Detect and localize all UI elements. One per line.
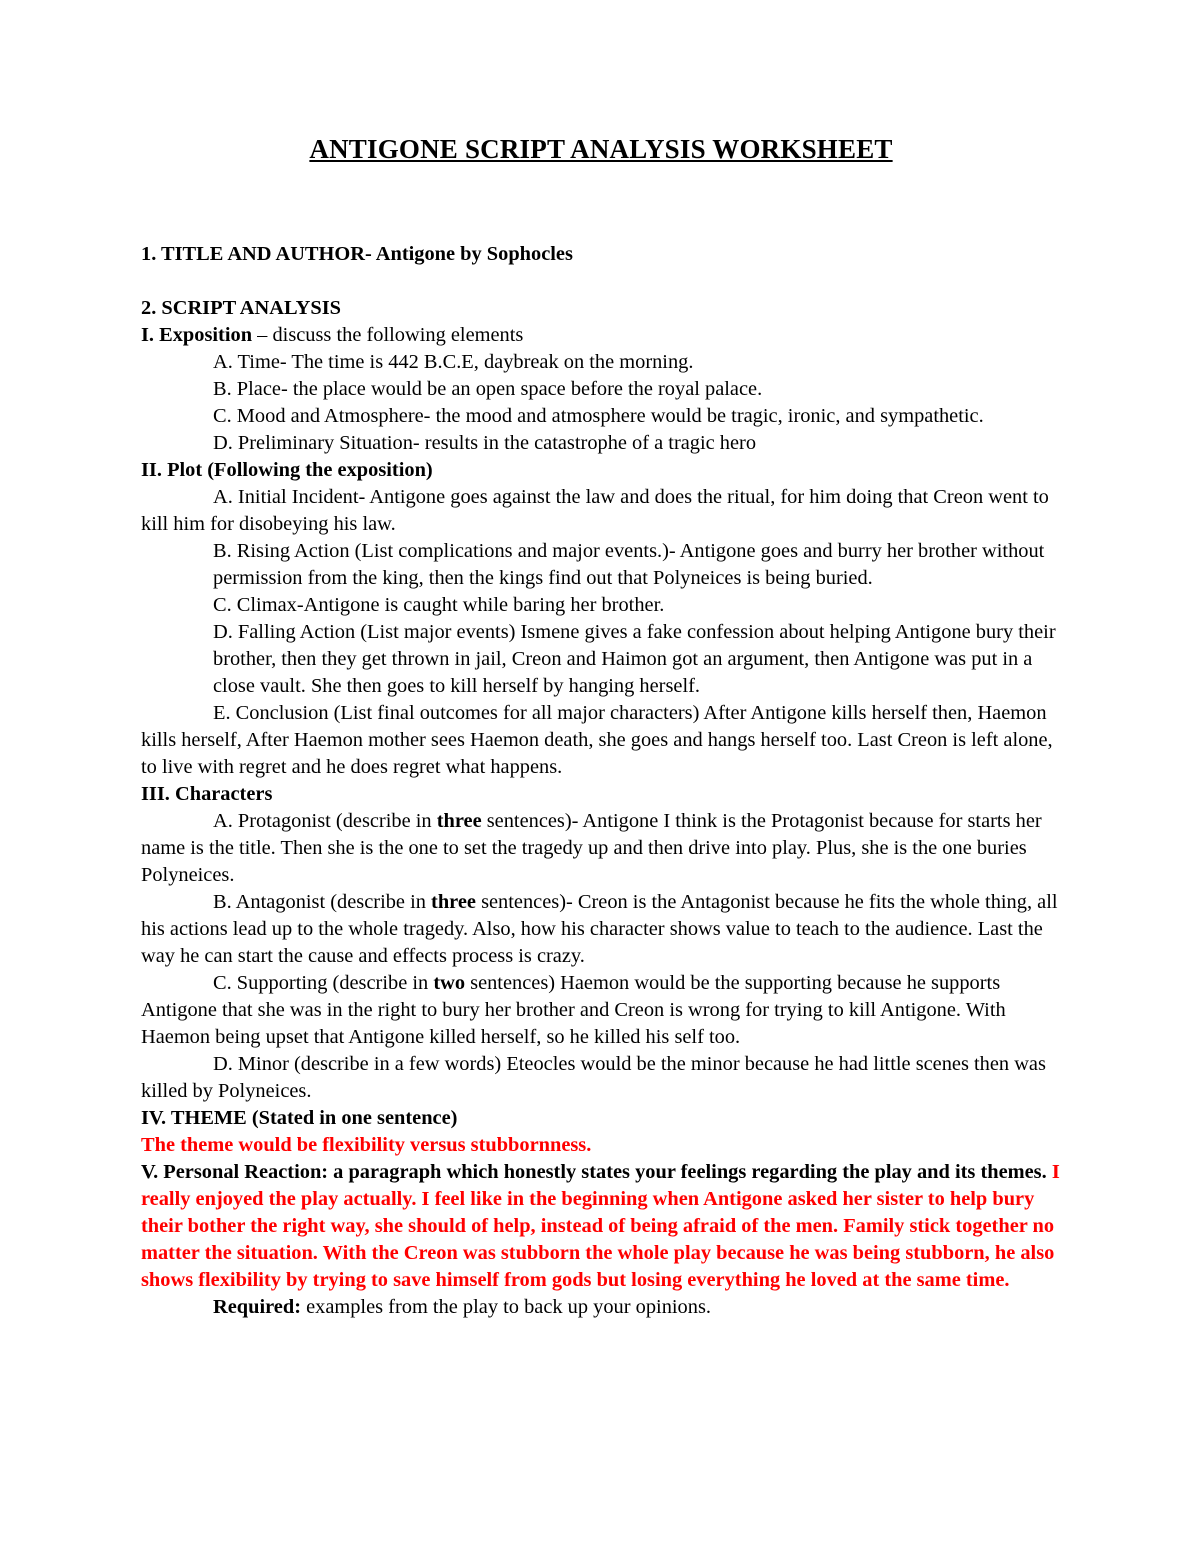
section-title-author: [141, 241, 1061, 268]
exposition-item-c: C. Mood and Atmosphere- the mood and atmosphere would be tragic, ironic, and sympathetic.: [213, 405, 984, 427]
plot-item-c: C. Climax-Antigone is caught while baring her brother.: [213, 594, 665, 616]
characters-c-pre: C. Supporting (describe in: [213, 972, 434, 994]
characters-b-post: sentences)- Creon is the Antagonist because he fits the whole thing, all his actions lead up to the whole tragedy. Also, how his character shows value to teach to the audience. Last the way he can start the cause and effects process is crazy.: [141, 891, 1058, 967]
characters-item-b: [141, 889, 1061, 970]
title-author-value: Antigone by Sophocles: [375, 243, 573, 265]
title-author-label: 1. TITLE AND AUTHOR-: [141, 243, 372, 265]
characters-c-post: sentences) Haemon would be the supporting because he supports Antigone that she was in the right to bury her brother and Creon is wrong for trying to kill Antigone. With Haemon being upset that Antigone killed herself, so he killed his self too.: [141, 972, 1006, 1048]
plot-item-d: D. Falling Action (List major events) Ismene gives a fake confession about helping Antigone bury their brother, then they get thrown in jail, Creon and Haimon got an argument, then Antigone was put in a close vault. She then goes to kill herself by hanging herself.: [213, 621, 1056, 697]
reaction-paragraph: [141, 1159, 1061, 1294]
characters-c-bold: two: [433, 972, 466, 994]
required-text: examples from the play to back up your opinions.: [300, 1296, 711, 1318]
characters-item-a: [141, 808, 1061, 889]
reaction-answer: I really enjoyed the play actually. I feel like in the beginning when Antigone asked her sister to help bury their bother the right way, she should of help, instead of being afraid of the men. Family stick together no matter the situation. With the Creon was stubborn the whole play because he was being stubborn, he also shows flexibility by trying to save himself from gods but losing everything he loved at the same time.: [141, 1161, 1060, 1291]
document-title: ANTIGONE SCRIPT ANALYSIS WORKSHEET: [309, 134, 893, 164]
plot-item-e: E. Conclusion (List final outcomes for all major characters) After Antigone kills herself then, Haemon kills herself, After Haemon mother sees Haemon death, she goes and hangs herself too. Last Creon is left alone, to live with regret and he does regret what happens.: [141, 702, 1053, 778]
document-body: [141, 241, 1061, 1321]
characters-heading: III. Characters: [141, 783, 273, 805]
exposition-heading: [141, 322, 1061, 349]
characters-a-bold: three: [436, 810, 482, 832]
theme-answer: The theme would be flexibility versus stubbornness.: [141, 1134, 592, 1156]
characters-a-pre: A. Protagonist (describe in: [213, 810, 437, 832]
exposition-label: I. Exposition: [141, 324, 253, 346]
theme-heading: IV. THEME (Stated in one sentence): [141, 1107, 458, 1129]
exposition-item-a: A. Time- The time is 442 B.C.E, daybreak on the morning.: [213, 351, 694, 373]
required-note: [141, 1294, 1061, 1321]
section-script-analysis: 2. SCRIPT ANALYSIS: [141, 297, 342, 319]
characters-b-pre: B. Antagonist (describe in: [213, 891, 432, 913]
plot-item-a: A. Initial Incident- Antigone goes against the law and does the ritual, for him doing that Creon went to kill him for disobeying his law.: [141, 486, 1049, 535]
reaction-label: V. Personal Reaction: a paragraph which honestly states your feelings regarding the play and its themes.: [141, 1161, 1047, 1183]
characters-a-post: sentences)- Antigone I think is the Protagonist because for starts her name is the title. Then she is the one to set the tragedy up and then drive into play. Plus, she is the one buries Polyneices.: [141, 810, 1042, 886]
exposition-item-b: B. Place- the place would be an open space before the royal palace.: [213, 378, 763, 400]
exposition-item-d: D. Preliminary Situation- results in the catastrophe of a tragic hero: [213, 432, 757, 454]
characters-b-bold: three: [431, 891, 476, 913]
required-label: Required:: [213, 1296, 301, 1318]
plot-heading: II. Plot (Following the exposition): [141, 459, 433, 481]
characters-item-c: [141, 970, 1061, 1051]
characters-item-d: D. Minor (describe in a few words) Eteocles would be the minor because he had little scenes then was killed by Polyneices.: [141, 1053, 1046, 1102]
exposition-text: – discuss the following elements: [252, 324, 524, 346]
plot-item-b: B. Rising Action (List complications and major events.)- Antigone goes and burry her brother without permission from the king, then the kings find out that Polyneices is being buried.: [213, 540, 1045, 589]
